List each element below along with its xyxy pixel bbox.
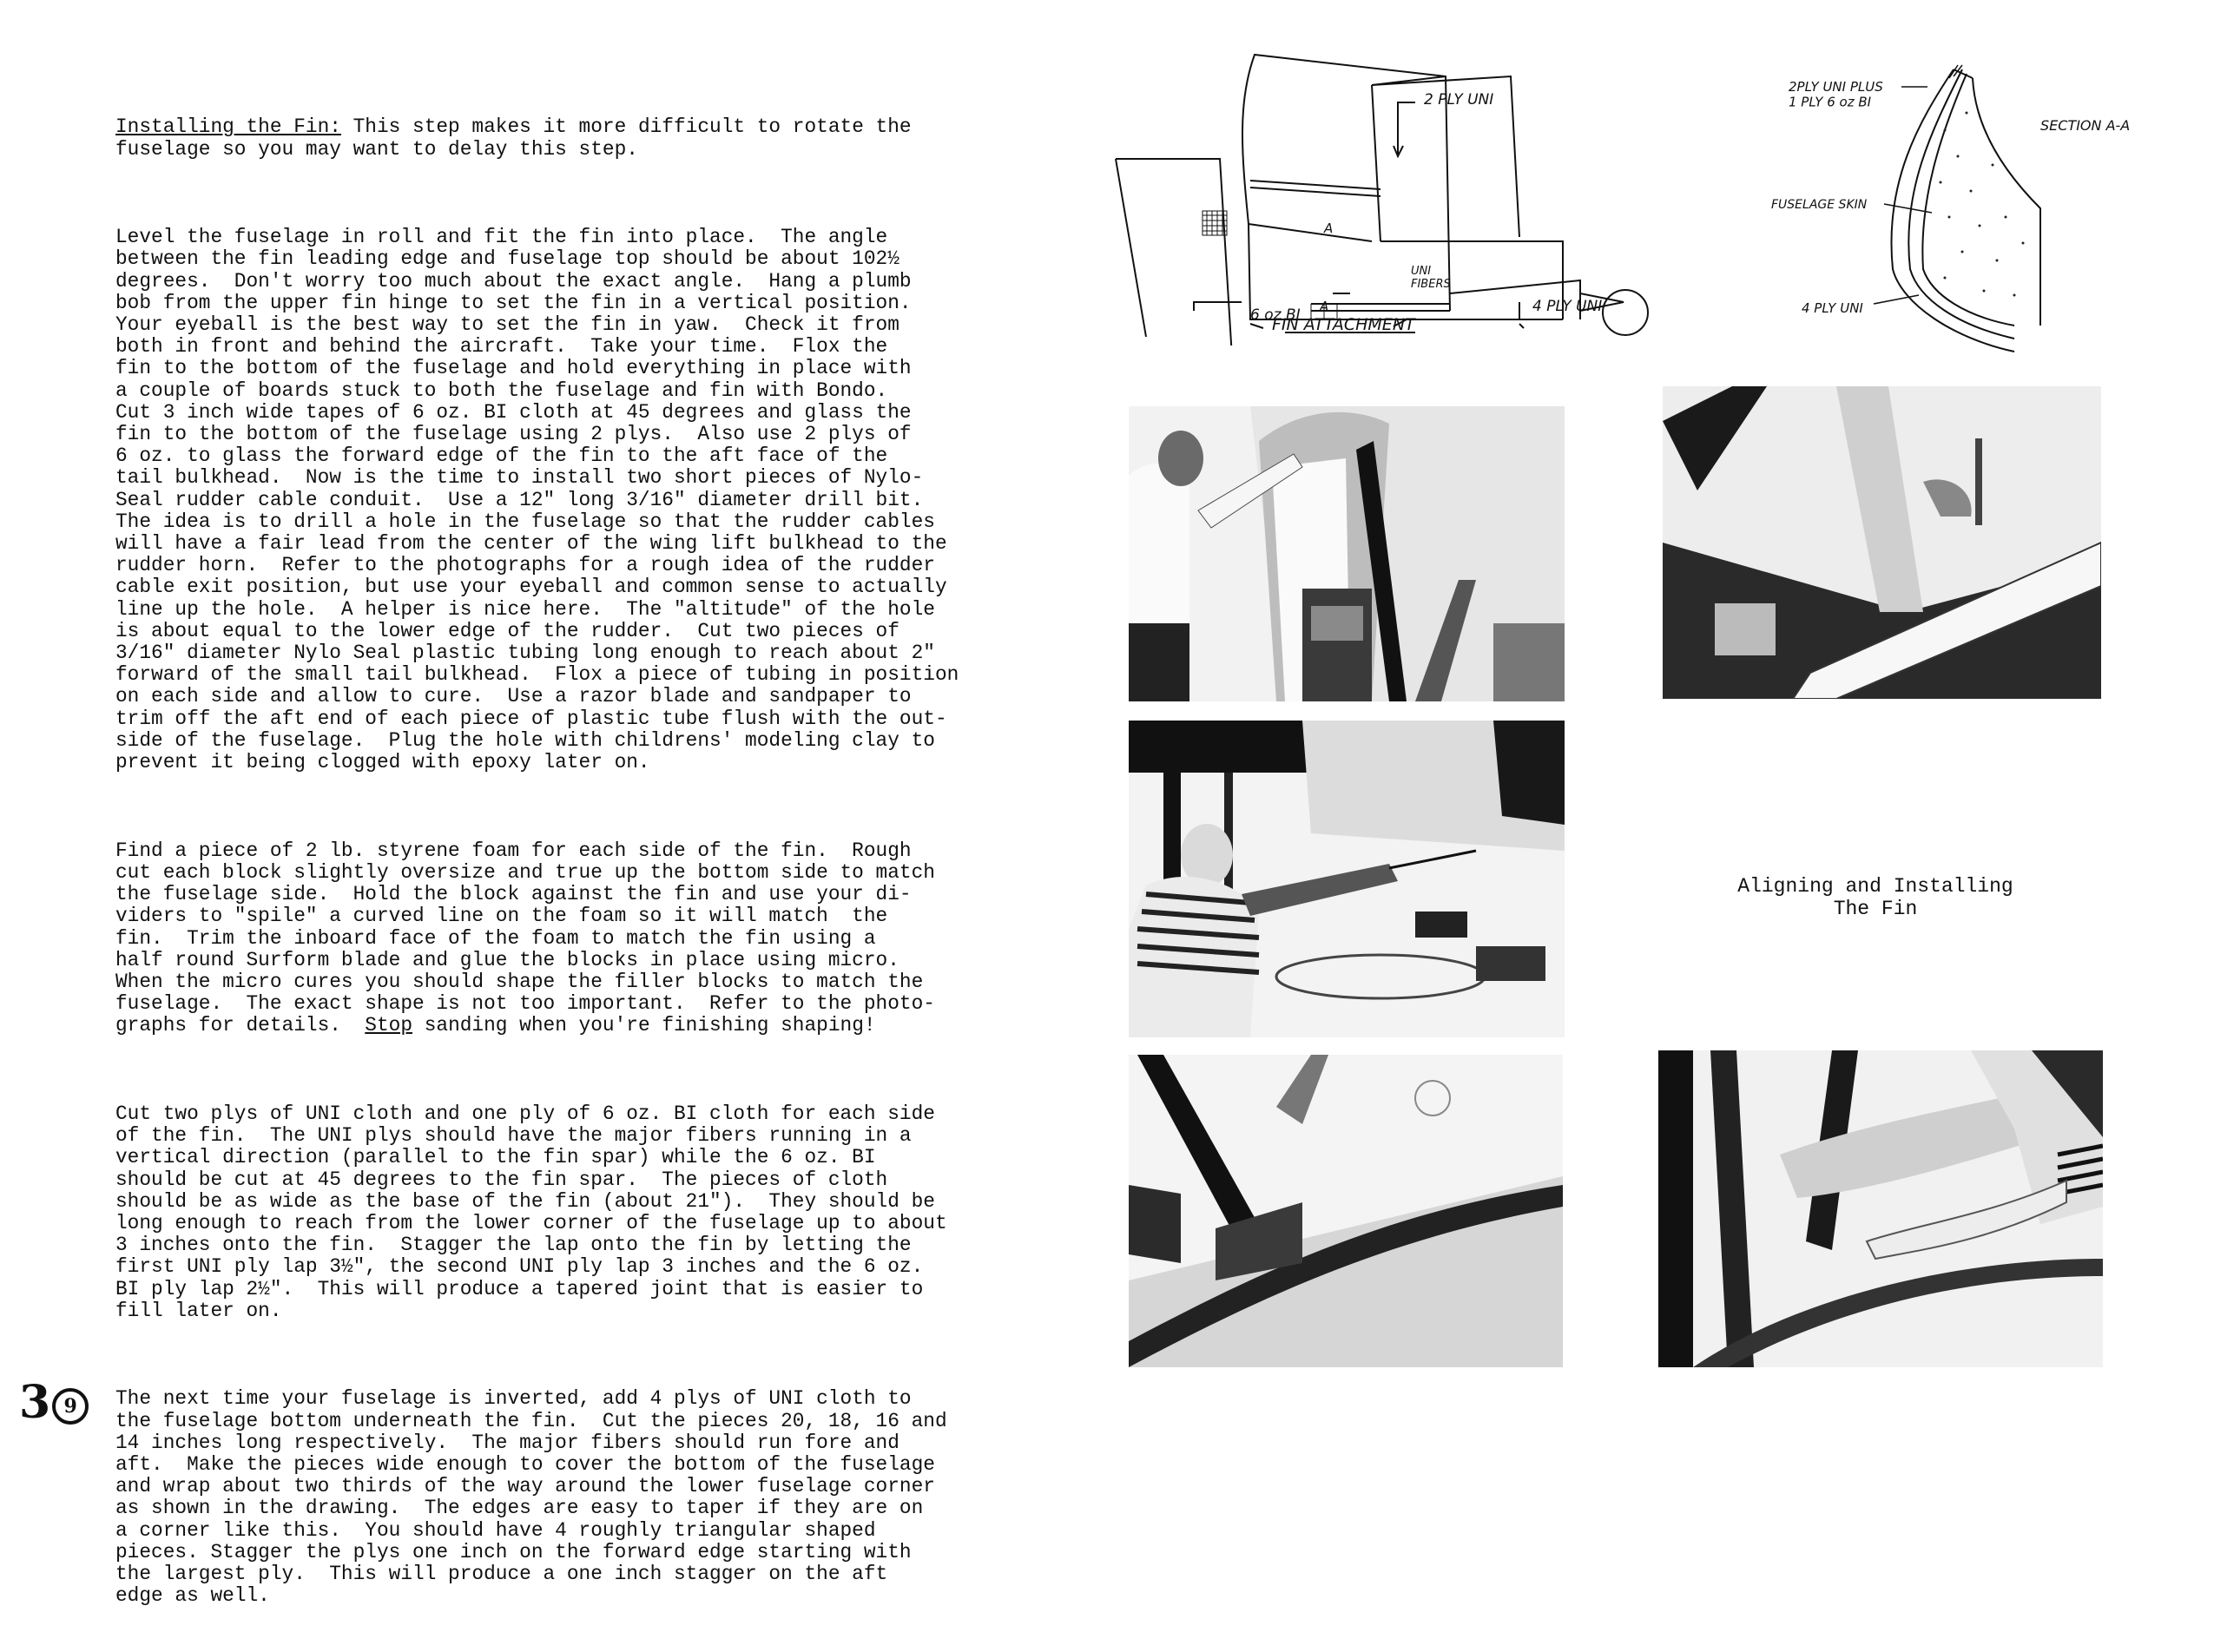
photo-drilling-hole (1129, 721, 1565, 1037)
label-section-a-a: SECTION A-A (2040, 117, 2131, 134)
page-number: 3 9 (19, 1380, 89, 1425)
stop-word: Stop (365, 1014, 413, 1037)
label-uni-fibers: UNI FIBERS (1411, 265, 1451, 291)
paragraph-intro: Installing the Fin: This step makes it more difficult to rotate the fuselage so you may want to delay this step. (115, 115, 912, 161)
instruction-text (115, 73, 1058, 1652)
paragraph-bottom-plys: The next time your fuselage is inverted, add 4 plys of UNI cloth to the fuselage bottom underneath the fin. Cut the pieces 20, 18, 16 and 14 inches long respectively. The major fibers should run fore and aft. Make the pieces wide enough to cover the bottom of the fuselage and wrap about two thirds of the way around the lower fuselage corner as shown in the drawing. The edges are easy to taper if they are on a corner like this. You should have 4 roughly triangular shaped pieces. Stagger the plys one inch on the forward edge starting with the largest ply. This will produce a one inch stagger on the aft edge as well. (115, 1387, 947, 1608)
drawing-title: FIN ATTACHMENT (1272, 315, 1415, 334)
label-4-ply-uni: 4 PLY UNI (1532, 298, 1603, 315)
photo-fin-base-left (1129, 1055, 1563, 1367)
fin-attachment-drawing (1111, 50, 1650, 346)
section-heading: Installing the Fin: (115, 115, 341, 139)
photo-caption: Aligning and Installing The Fin (1737, 875, 2013, 920)
label-2-ply-uni: 2 PLY UNI (1424, 91, 1494, 109)
photo-fin-closeup (1663, 386, 2101, 699)
paragraph-uni-cloth: Cut two plys of UNI cloth and one ply of 6 oz. BI cloth for each side of the fin. The UNI plys should have the major fibers running in a vertical direction (parallel to the fin spar) while the 6 oz. BI should be cut at 45 degrees to the fin spar. The pieces of cloth should be as wide as the base of the fin (about 21"). They should be long enough to reach from the lower corner of the fuselage up to about 3 inches onto the fin. Stagger the lap onto the fin by letting the first UNI ply lap 3½", the second UNI ply lap 3 inches and the 6 oz. BI ply lap 2½". This will produce a tapered joint that is easier to fill later on. (115, 1102, 947, 1322)
paragraph-foam-blocks: Find a piece of 2 lb. styrene foam for each side of the fin. Rough cut each block slightly oversize and true up the bottom side to match the fuselage side. Hold the block against the fin and use your di- viders to "spile" a curved line on the foam so it will match the fin. Trim the inboard face of the foam to match the fin using a half round Surform blade and glue the blocks in place using micro. When the micro cures you should shape the filler blocks to match the fuselage. The exact shape is not too important. Refer to the photo- graphs for details. Stop sanding when you're finishing shaping! (115, 839, 935, 1037)
label-section-a-top: A (1324, 220, 1334, 236)
section-a-a-drawing (1745, 61, 2145, 356)
circled-digit: 9 (52, 1388, 89, 1425)
photo-man-at-fin (1129, 406, 1565, 701)
label-section-a-bottom: A (1320, 299, 1329, 314)
label-2-ply-uni-plus: 2PLY UNI PLUS 1 PLY 6 oz BI (1789, 79, 1883, 110)
photo-fin-base-right (1658, 1050, 2103, 1367)
label-6oz-bi: 6 oz BI (1250, 306, 1301, 324)
paragraph-fit-fin: Level the fuselage in roll and fit the fin into place. The angle between the fin leading edge and fuselage top should be about 102½ degrees. Don't worry too much about the exact angle. Hang a plumb bob from the upper fin hinge to set the fin in a vertical position. Your eyeball is the best way to set the fin in yaw. Check it from both in front and behind the aircraft. Take your time. Flox the fin to the bottom of the fuselage and hold everything in place with a couple of boards stuck to both the fuselage and fin with Bondo. Cut 3 inch wide tapes of 6 oz. BI cloth at 45 degrees and glass the fin to the bottom of the fuselage using 2 plys. Also use 2 plys of 6 oz. to glass the forward edge of the fin to the aft face of the tail bulkhead. Now is the time to install two short pieces of Nylo- Seal rudder cable conduit. Use a 12" long 3/16" diameter drill bit. The idea is to drill a hole in the fuselage so that the rudder cables will have a fair lead from the center of the wing lift bulkhead to the rudder horn. Refer to the photographs for a rough idea of the rudder cable exit position, but use your eyeball and common sense to actually line up the hole. A helper is nice here. The "altitude" of the hole is about equal to the lower edge of the rudder. Cut two pieces of 3/16" diameter Nylo Seal plastic tubing long enough to reach about 2" forward of the small tail bulkhead. Flox a piece of tubing in position on each side and allow to cure. Use a razor blade and sandpaper to trim off the aft end of each piece of plastic tube flush with the out- side of the fuselage. Plug the hole with childrens' modeling clay to prevent it being clogged with epoxy later on. (115, 226, 959, 774)
label-fuselage-skin: FUSELAGE SKIN (1771, 198, 1868, 212)
label-4-ply-uni-section: 4 PLY UNI (1802, 300, 1863, 316)
